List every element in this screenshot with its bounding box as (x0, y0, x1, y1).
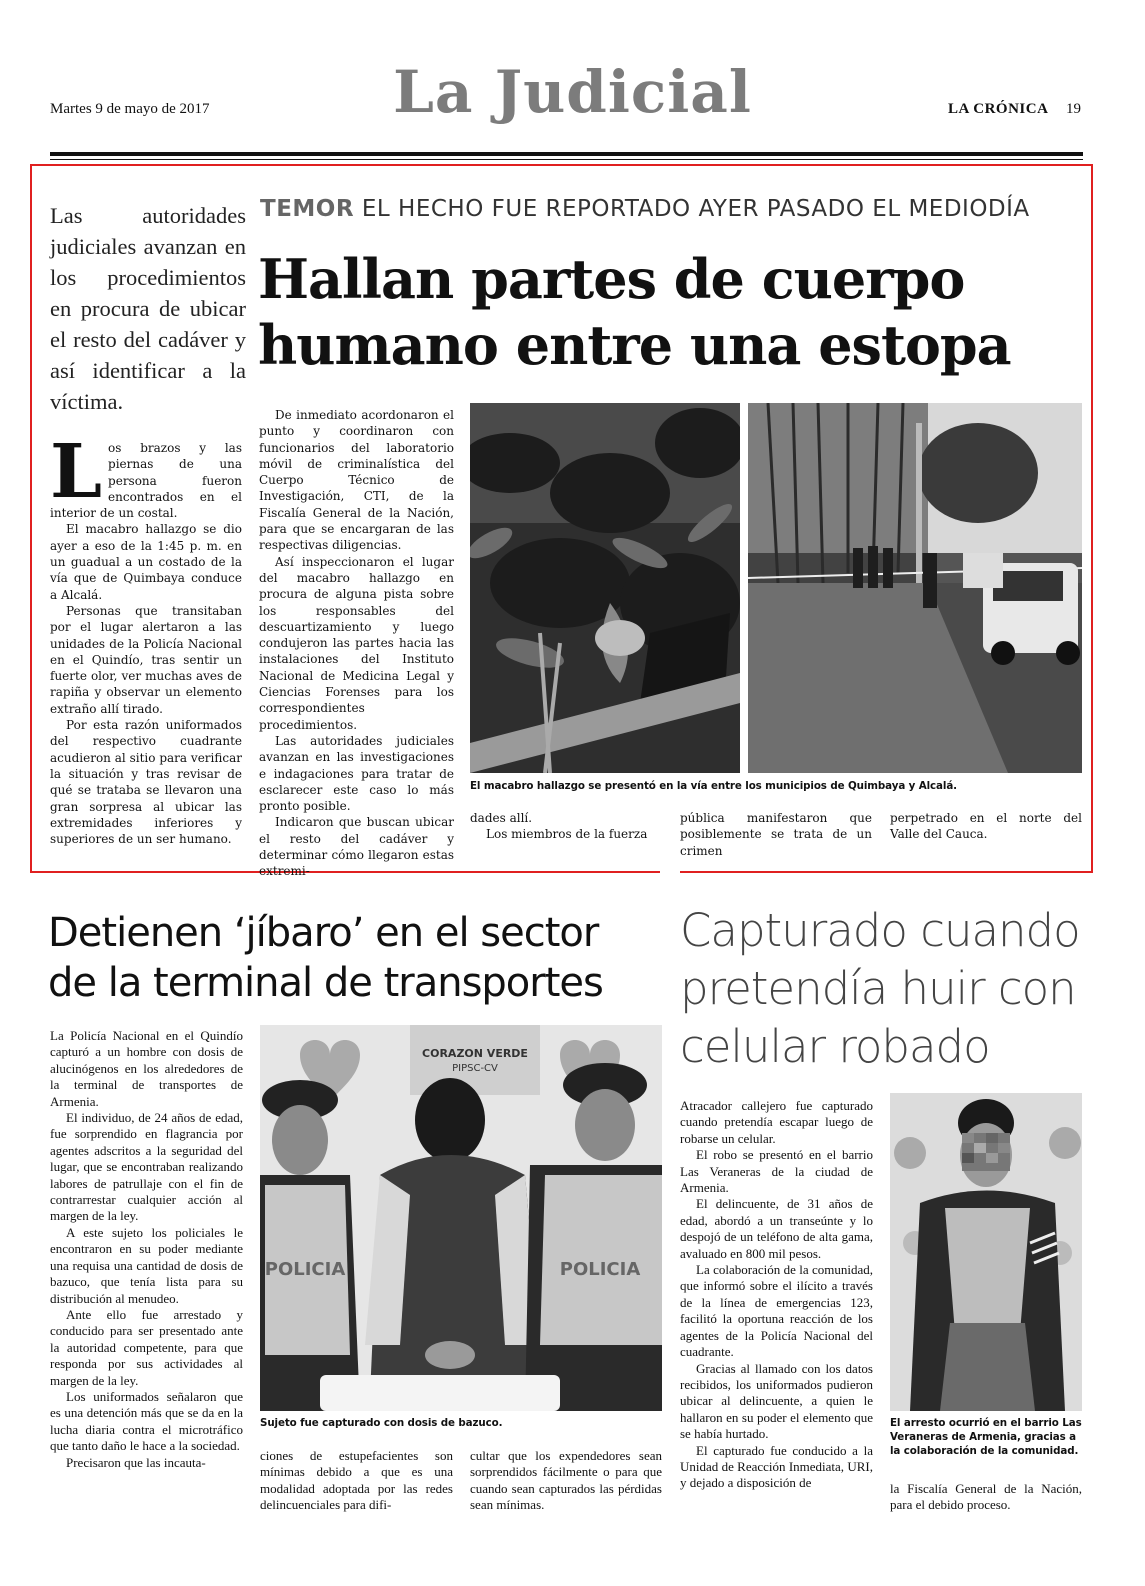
paragraph: ciones de estupefacientes son mínimas debido a que es una modalidad adoptada por las redes delincuenciales para difi- (260, 1448, 453, 1513)
kicker-text: EL HECHO FUE REPORTADO AYER PASADO EL MEDIODÍA (361, 196, 1030, 222)
paragraph: Ante ello fue arrestado y conducido para ser presentado ante la autoridad competente, para que responda por sus actividades al margen de la ley. (50, 1306, 243, 1388)
story1-intro: Las autoridades judiciales avanzan en los procedimientos en procura de ubicar el resto del cadáver y así identificar a la víctima. (50, 203, 246, 414)
kicker-strong: TEMOR (260, 196, 355, 222)
header-rule (50, 152, 1083, 156)
photo-police-graphic (260, 1025, 662, 1411)
paragraph: Precisaron que las incauta- (66, 1454, 206, 1470)
story1-photo-caption: El macabro hallazgo se presentó en la vía entre los municipios de Quimbaya y Alcalá. (470, 780, 957, 792)
paragraph: Así inspeccionaron el lugar del macabro hallazgo en procura de alguna pista sobre los responsables del descuartizamiento y luego condujeron las partes hacia las instalaciones del Instituto Nacional de Medicina Legal y Ciencias Forenses para los correspondientes procedimientos. (259, 554, 454, 732)
story2-column-3 (470, 1448, 662, 1514)
paragraph: La colaboración de la comunidad, que informó sobre el ilícito a través de la línea de emergencias 123, facilitó la oportuna reacción de los agentes de la Policía Nacional del cuadrante. (680, 1262, 873, 1360)
frame-gap (660, 871, 680, 875)
paragraph: El delincuente, de 31 años de edad, abordó a un transeúnte y lo despojó de un teléfono de alta gama, avaluado en 800 mil pesos. (680, 1196, 873, 1261)
page-number: 19 (1066, 101, 1081, 117)
paragraph: Indicaron que buscan ubicar el resto del cadáver y determinar cómo llegaron estas extremi- (259, 815, 454, 879)
paragraph: De inmediato acordonaron el punto y coordinaron con funcionarios del laboratorio móvil de criminalística del Cuerpo Técnico de Investigación, CTI, de la Fiscalía General de la Nación, para que se encargaran de las respectivas diligencias. (259, 408, 454, 553)
paragraph: la Fiscalía General de la Nación, para el debido proceso. (890, 1481, 1082, 1513)
story1-kicker (260, 196, 1030, 222)
story1-column-5 (890, 810, 1082, 843)
paragraph: Personas que transitaban por el lugar alertaron a las unidades de la Policía Nacional en el Quindío, tras sentir un fuerte olor, ver muchas aves de rapiña y observar un elemento extraño allí tirado. (50, 603, 242, 716)
headline-line: celular robado (680, 1020, 990, 1073)
paragraph: Los miembros de la fuerza (486, 827, 648, 842)
paragraph: El robo se presentó en el barrio Las Veraneras de la ciudad de Armenia. (680, 1147, 873, 1196)
story1-column-2 (259, 407, 454, 880)
photo-banner-text: CORAZON VERDE (422, 1047, 528, 1060)
vest-left-text: POLICIA (264, 1259, 346, 1280)
paragraph: cultar que los expendedores sean sorprendidos fácilmente o para que cuando sean capturados las pérdidas sean mínimas. (470, 1448, 662, 1513)
photo-forest-scene (470, 403, 740, 773)
story1-column-1 (50, 429, 242, 847)
paragraph: El macabro hallazgo se dio ayer a eso de la 1:45 p. m. en un guadual a un costado de la vía que de Quimbaya conduce a Alcalá. (50, 522, 242, 602)
issue-date: Martes 9 de mayo de 2017 (50, 101, 210, 117)
paragraph: El capturado fue conducido a la Unidad de Reacción Inmediata, URI, y dejado a disposición de (680, 1442, 873, 1491)
headline-line: humano entre una estopa (258, 313, 1011, 377)
story2-photo-caption: Sujeto fue capturado con dosis de bazuco. (260, 1417, 503, 1429)
paragraph: Por esta razón uniformados del respectivo cuadrante acudieron al sitio para verificar la situación y tras revisar de qué se trataba se llevaron una gran sorpresa al ubicar las extremidades inferiores y superiores de un ser humano. (50, 718, 242, 847)
paragraph: Gracias al llamado con los datos recibidos, los uniformados pudieron ubicar al delincuente, a quien le hallaron en su poder el elemento que se había hurtado. (680, 1360, 873, 1442)
photo-road-graphic (748, 403, 1082, 773)
photo-banner-subtext: PIPSC-CV (452, 1063, 498, 1074)
paragraph: os brazos y las piernas de una persona fueron encontrados en el interior de un costal. (50, 441, 242, 521)
paragraph: Los uniformados señalaron que es una detención más que se da en la lucha diaria contra el microtráfico que tanto daño le hace a la sociedad. (50, 1388, 243, 1454)
headline-line: Hallan partes de cuerpo (258, 247, 965, 311)
story3-column-1 (680, 1098, 873, 1492)
story3-column-2 (890, 1481, 1082, 1514)
paragraph: Atracador callejero fue capturado cuando pretendía escapar luego de robarse un celular. (680, 1098, 873, 1146)
story1-column-3 (470, 810, 665, 843)
vest-right-text: POLICIA (559, 1259, 641, 1280)
paragraph: Las autoridades judiciales avanzan en las investigaciones e indagaciones para tratar de esclarecer este caso lo más pronto posible. (259, 733, 454, 814)
headline-line: de la terminal de transportes (48, 960, 603, 1006)
section-title: La Judicial (393, 58, 752, 126)
paragraph: A este sujeto los policiales le encontraron en su poder mediante una requisa una cantidad de dosis de bazuco, que tenía lista para su distribución al menudeo. (50, 1224, 243, 1306)
story2-column-2 (260, 1448, 453, 1514)
story2-headline (48, 908, 668, 1008)
paragraph: perpetrado en el norte del Valle del Cauca. (890, 811, 1082, 842)
headline-line: Capturado cuando (680, 904, 1080, 957)
story1-headline (258, 246, 1088, 378)
photo-road-scene (748, 403, 1082, 773)
story3-photo-caption: El arresto ocurrió en el barrio Las Veraneras de Armenia, gracias a la colaboración de la comunidad. (890, 1417, 1082, 1457)
headline-line: Detienen ‘jíbaro’ en el sector (48, 910, 599, 956)
header-rule-thin (50, 159, 1083, 160)
photo-arrested-man (890, 1093, 1082, 1411)
photo-arrested-graphic (890, 1093, 1082, 1411)
newspaper-name: LA CRÓNICA (948, 101, 1049, 117)
paragraph: La Policía Nacional en el Quindío capturó a un hombre con dosis de alucinógenos en los alrededores de la terminal de transportes de Armenia. (50, 1028, 243, 1109)
photo-forest-graphic (470, 403, 740, 773)
story1-column-4 (680, 810, 872, 859)
story3-headline (680, 902, 1090, 1076)
drop-cap: L (50, 429, 103, 515)
paragraph: dades allí. (470, 811, 533, 825)
photo-police-suspect (260, 1025, 662, 1411)
paragraph: pública manifestaron que posiblemente se trata de un crimen (680, 811, 872, 858)
paragraph: El individuo, de 24 años de edad, fue sorprendido en flagrancia por agentes adscritos a la seguridad del lugar, que se encontraban realizando labores de patrullaje con el fin de contrarrestar cualquier acción al margen de la ley. (50, 1110, 243, 1224)
story2-column-1 (50, 1028, 243, 1471)
headline-line: pretendía huir con (680, 962, 1076, 1015)
